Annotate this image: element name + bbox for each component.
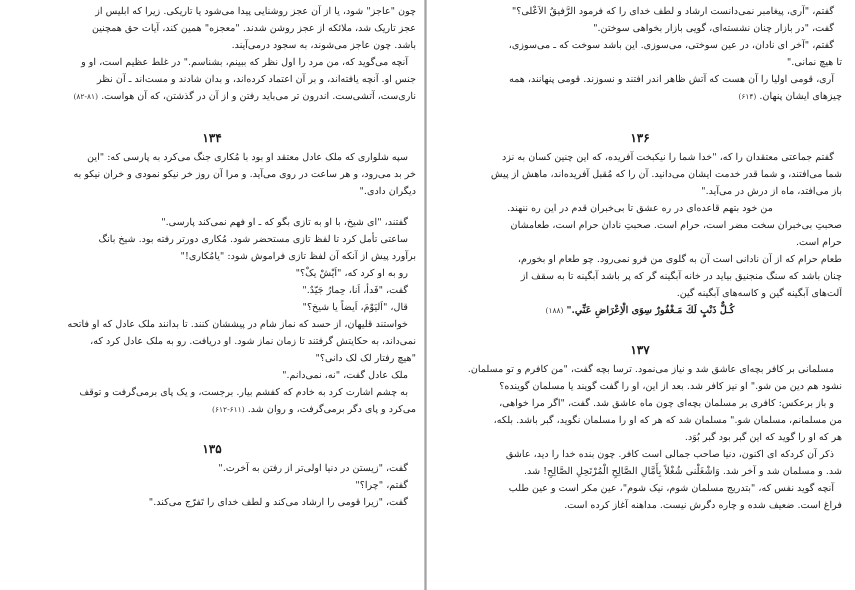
s134-b-line-11: به چشم اشارت کرد به خادم که کفشم بیار. برجست، و یک پای برمی‌گرفت و توقف bbox=[79, 387, 408, 398]
s137-line-4: من مسلمانم، مسلمان شو." مسلمان شد که هر که او را مسلمان نگوید، گبر باشد. بلکه، bbox=[493, 415, 842, 426]
left-top-line-4: آنچه می‌گوید که، من مرد را اول نظر که ببینم، بشناسم." در غلط عظیم است، او و bbox=[81, 57, 408, 68]
left-text-column bbox=[8, 0, 416, 511]
s137-line-5: هر که او را گوید که این گبر بود گبر بُوَد. bbox=[684, 432, 842, 443]
s137-line-1: مسلمانی بر کافر بچه‌ای عاشق شد و نیاز می‌نمود. ترسا بچه گفت، "من کافرم و تو مسلمان. bbox=[467, 364, 834, 375]
s134-b-line-2: ساعتی تأمل کرد تا لفظ تازی مستحضر شود. مُکاری دورتر رفته بود. شیخ بانگ bbox=[98, 234, 408, 245]
right-top-line-5: آری، قومی اولیا را آن هست که آتش ظاهر اندر افتند و نسوزند. قومی پنهانند، همه bbox=[509, 74, 834, 85]
s137-line-3: و باز برعکس: کافری بر مسلمان بچه‌ای چون ماه عاشق شد. گفت، "اگر مرا خواهی، bbox=[499, 398, 834, 409]
s136-line-2: شما می‌افتند، و شما قدر خدمت ایشان می‌دانید. آن را که مُقبل آفریده‌اند، ماهش از پیش bbox=[490, 169, 842, 180]
s136-b-line-1: صحبتِ بی‌خبران سخت مضر است، حرام است. صحبتِ نادان حرام است، طعامشان bbox=[510, 220, 842, 231]
section-137-number: ۱۳۷ bbox=[630, 343, 650, 357]
s136-line-3: باز می‌افتد، ماه از درش در می‌آید." bbox=[701, 186, 842, 197]
right-top-line-6-text: چیزهای ایشان پنهان. bbox=[759, 91, 842, 102]
s134-b-line-5: گفت، "فَدأ، اَنا، حِمارُ جَیّدٌ." bbox=[302, 285, 408, 296]
s136-verse: من خود بتهم قاعده‌ای در ره عشق تا بی‌خبران قدم در این ره ننهند. bbox=[507, 203, 773, 214]
s134-b-line-4: رو به او کرد که، "اَیْشْ یکْ؟" bbox=[295, 268, 408, 279]
s136-quote-line bbox=[438, 302, 842, 319]
s135-line-2: گفتم، "چرا؟" bbox=[355, 480, 408, 491]
right-page bbox=[438, 0, 842, 590]
left-top-line-3: باشد. چون عاجز می‌شوند، به سجود درمی‌آیند. bbox=[231, 40, 416, 51]
right-top-line-2: گفت، "در بازار چنان نشسته‌ای، گویی بازار بخواهی سوختن." bbox=[593, 23, 834, 34]
left-top-line-5: جنس او. آنچه یافته‌اند، و بر آن اعتماد کرده‌اند، و بدان شادند و مست‌اند ـ آن نظر bbox=[97, 74, 416, 85]
left-top-ref: (۸۱-۸۲) bbox=[73, 92, 98, 101]
left-top-line-1: چون "عاجز" شود، یا از آن عجز روشنایی پیدا می‌شود یا تاریکی. زیرا که ابلیس از bbox=[95, 6, 416, 17]
s136-line-1: گفتم جماعتی معتقدان را که، "خدا شما را نیکبخت آفریده، که این چنین کسان به نزد bbox=[502, 152, 834, 163]
s134-line-1: سپه شلواری که ملک عادل معتقد او بود با مُکاری جنگ می‌کرد به پارسی که: "این bbox=[87, 152, 408, 163]
right-top-ref: (۶۱۴) bbox=[738, 92, 757, 101]
section-134-number: ۱۳۴ bbox=[202, 131, 222, 145]
s135-line-3: گفت، "زیرا قومی را ارشاد می‌کند و لطف خدای را تَفرّج می‌کند." bbox=[148, 497, 408, 508]
s137-line-8: آنچه گوید نفس که، "بتدریج مسلمان شوم، نیک شوم"، عین مکر است و عین طلب bbox=[508, 483, 834, 494]
s136-b-line-2: حرام است. bbox=[795, 237, 842, 248]
s136-b-line-5: آلت‌های آبگینه گین و کاسه‌های آبگینه گین. bbox=[676, 288, 842, 299]
right-top-line-1: گفتم، "آری، پیغامبر نمی‌دانست ارشاد و لطف خدای را که فرمود الرَّفیقُ الاَعْلی؟" bbox=[511, 6, 834, 17]
section-136-number: ۱۳۶ bbox=[630, 131, 650, 145]
s134-b-line-6: قال، "اَلیَوْمَ، اَیضاً یا شیخ؟" bbox=[302, 302, 408, 313]
s137-line-2: نشود هم دین من شو." او نیز کافر شد. بعد از این، او را گفت گویند یا مسلمان گوینده؟ bbox=[499, 381, 842, 392]
s134-b-line-3: برآورد پیش از آنکه آن لفظ تازی فراموش شود: "یامُکاری!" bbox=[180, 251, 416, 262]
left-page bbox=[8, 0, 416, 590]
s137-line-7: شد. و مسلمان شد و آخر شد. وَاشْغَلْنی شُغْلاً بِأَمَّالِ الصَّالِحِ الْمُرْتَحِلِ الصَّالِحِ! شد. bbox=[524, 466, 842, 477]
right-text-column bbox=[438, 0, 842, 514]
section-135-number: ۱۳۵ bbox=[202, 442, 222, 456]
s136-b-line-4: چنان باشد که سنگ منجنیق بیاید در خانه آبگینه گر که پر باشد آبگینه تا به سقف از bbox=[520, 271, 842, 282]
s134-b-line-10: ملک عادل گفت، "نه، نمی‌دانم." bbox=[282, 370, 408, 381]
right-top-line-3: گفتم، "آخر ای نادان، در عین سوختی، می‌سوزی. این باشد سوخت که ـ می‌سوزی، bbox=[508, 40, 834, 51]
left-top-line-6-text: ناری‌ست، آتشی‌ست. اندرون تر می‌باید رفتن و از آن در گذشتن، که آن هواست. bbox=[101, 91, 416, 102]
s134-b-line-12 bbox=[8, 401, 416, 418]
book-gutter bbox=[424, 0, 427, 590]
s136-quote: کُـلٌّ ذَنْبٍ لَكَ مَـغْفُورٌ سِوَى الْاِعْرَاضِ عَنِّي." bbox=[566, 305, 735, 316]
s136-b-line-3: طعام حرام که از آن نادانی است آن به گلوی من فرو نمی‌رود. چو طعام او بخورم، bbox=[517, 254, 842, 265]
s134-b-line-7: خواستند قلیهان، از حسد که نماز شام در پیششان کنند. تا بدانند ملک عادل که او فاتحه bbox=[67, 319, 408, 330]
right-top-line-6 bbox=[438, 88, 842, 105]
right-top-line-4: تا هیچ نمانی." bbox=[786, 57, 842, 68]
left-top-line-6 bbox=[8, 88, 416, 105]
s135-line-1: گفت، "زیستن در دنیا اولی‌تر از رفتن به آخرت." bbox=[218, 463, 408, 474]
s134-b-line-9: "هیچ رفتار لک لک دانی؟" bbox=[315, 353, 416, 364]
s136-ref: (۱۸۸) bbox=[545, 306, 564, 315]
s134-b-line-1: گفتند، "ای شیخ، با او به تازی بگو که ـ او فهم نمی‌کند پارسی." bbox=[161, 217, 408, 228]
s134-line-3: دیگران دادی." bbox=[359, 186, 416, 197]
s134-line-2: خر بد می‌رود، و هر ساعت در روی می‌آید. و مرا آن روز خر نیکو نمودی و خران نیکو به bbox=[73, 169, 416, 180]
s134-b-line-12-text: می‌کرد و پای دگر برمی‌گرفت، و روان شد. bbox=[247, 404, 416, 415]
left-top-line-2: عجز تاریک شد، ملائکه از عجز روشن شدند. "معجزه" همین کند، آیات حق همچنین bbox=[91, 23, 416, 34]
s137-line-6: ذکر آن کردکه ای اکنون، دنیا صاحب جمالی است کافر. چون بنده خدا را دید، عاشق bbox=[505, 449, 834, 460]
s134-b-line-8: نمی‌داند، به حکایتش گرفتند تا زمان نماز شود. او دریافت. رو به ملک عادل کرد که، bbox=[90, 336, 416, 347]
s134-ref: (۶۱۱-۶۱۲) bbox=[212, 405, 245, 414]
s137-line-9: فراغ است. ضعیف شده و چاره دگرش نیست. مداهنه آغاز کرده است. bbox=[564, 500, 842, 511]
